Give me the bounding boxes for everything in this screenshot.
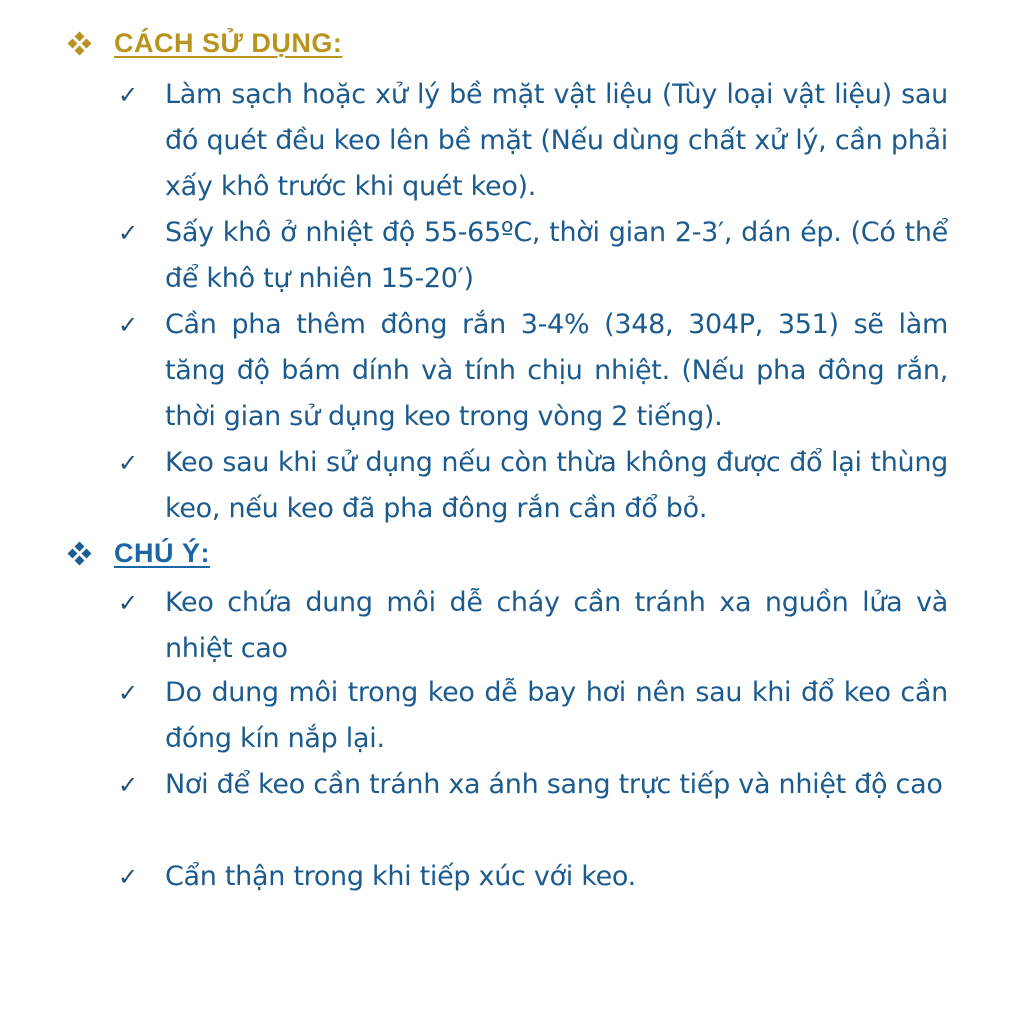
list-item-text: Làm sạch hoặc xử lý bề mặt vật liệu (Tùy loại vật liệu) sau đó quét đều keo lên bề mặt (Nếu dùng chất xử lý, cần phải xấy khô trước khi quét keo). <box>165 79 948 202</box>
list-item-text: Cần pha thêm đông rắn 3-4% (348, 304P, 351) sẽ làm tăng độ bám dính và tính chịu nhiệt. (Nếu pha đông rắn, thời gian sử dụng keo trong vòng 2 tiếng). <box>165 309 948 432</box>
checkmark-icon: ✓ <box>118 589 139 617</box>
list-item-text: Sấy khô ở nhiệt độ 55-65ºC, thời gian 2-3′, dán ép. (Có thể để khô tự nhiên 15-20′) <box>165 217 948 294</box>
list-item <box>118 670 948 762</box>
section-title: CÁCH SỬ DỤNG: <box>114 28 343 58</box>
diamond-cluster-icon <box>68 32 92 56</box>
list-item-text: Do dung môi trong keo dễ bay hơi nên sau khi đổ keo cần đóng kín nắp lại. <box>165 677 948 754</box>
diamond-cluster-icon <box>68 542 92 566</box>
checkmark-icon: ✓ <box>118 679 139 707</box>
list-item <box>118 440 948 532</box>
list-item-text: Nơi để keo cần tránh xa ánh sang trực tiếp và nhiệt độ cao <box>165 769 943 800</box>
checkmark-icon: ✓ <box>118 863 139 891</box>
checkmark-icon: ✓ <box>118 311 139 339</box>
checkmark-icon: ✓ <box>118 449 139 477</box>
section-heading-usage <box>68 28 342 59</box>
checkmark-icon: ✓ <box>118 81 139 109</box>
list-item <box>118 302 948 440</box>
list-item <box>118 762 948 808</box>
list-item-text: Cẩn thận trong khi tiếp xúc với keo. <box>165 861 636 892</box>
list-item <box>118 580 948 672</box>
list-item <box>118 854 948 900</box>
section-title: CHÚ Ý: <box>114 538 210 568</box>
checkmark-icon: ✓ <box>118 771 139 799</box>
list-item <box>118 210 948 302</box>
list-item-text: Keo sau khi sử dụng nếu còn thừa không được đổ lại thùng keo, nếu keo đã pha đông rắn cần đổ bỏ. <box>165 447 948 524</box>
list-item <box>118 72 948 210</box>
checkmark-icon: ✓ <box>118 219 139 247</box>
section-heading-caution <box>68 538 210 569</box>
list-item-text: Keo chứa dung môi dễ cháy cần tránh xa nguồn lửa và nhiệt cao <box>165 587 948 664</box>
